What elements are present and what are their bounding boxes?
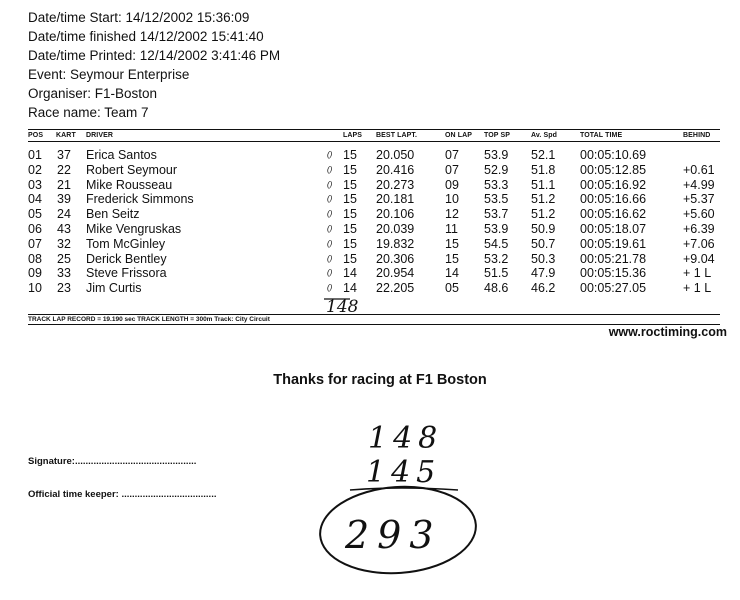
- cell-avg-speed: 52.1: [531, 148, 556, 162]
- cell-kart: 23: [57, 281, 71, 296]
- cell-driver: Ben Seitz: [86, 207, 140, 222]
- cell-pos: 09: [28, 266, 42, 281]
- cell-avg-speed: 51.1: [531, 177, 556, 192]
- date-printed: Date/time Printed: 12/14/2002 3:41:46 PM: [28, 48, 281, 63]
- cell-total-time: 00:05:19.61: [580, 236, 647, 251]
- cell-avg-speed: 50.7: [531, 236, 556, 251]
- handwritten-laps-sum: 148: [326, 297, 359, 317]
- cell-total-time: 00:05:10.69: [580, 148, 647, 162]
- cell-behind: +0.61: [683, 162, 715, 177]
- cell-mark: (): [327, 253, 333, 263]
- cell-best-lap: 20.954: [376, 266, 415, 281]
- cell-pos: 02: [28, 162, 42, 177]
- cell-pos: 08: [28, 251, 42, 266]
- cell-best-lap: 20.306: [376, 251, 415, 266]
- cell-avg-speed: 50.3: [531, 251, 556, 266]
- cell-driver: Jim Curtis: [86, 281, 142, 296]
- cell-behind: +4.99: [683, 177, 715, 192]
- signature-line: Signature:..............................................: [28, 456, 197, 467]
- cell-top-speed: 53.2: [484, 251, 509, 266]
- cell-laps: 15: [343, 236, 357, 251]
- cell-pos: 07: [28, 236, 42, 251]
- cell-mark: (): [327, 164, 333, 174]
- cell-mark: (): [327, 209, 333, 219]
- cell-top-speed: 51.5: [484, 266, 509, 281]
- cell-kart: 24: [57, 207, 71, 222]
- cell-avg-speed: 51.2: [531, 192, 556, 207]
- cell-kart: 39: [57, 192, 71, 207]
- cell-driver: Steve Frissora: [86, 266, 167, 281]
- cell-avg-speed: 46.2: [531, 281, 556, 296]
- cell-best-lap: 19.832: [376, 236, 415, 251]
- col-best-lap: BEST LAPT.: [376, 132, 418, 139]
- cell-kart: 32: [57, 236, 71, 251]
- cell-avg-speed: 51.8: [531, 162, 556, 177]
- cell-total-time: 00:05:12.85: [580, 162, 647, 177]
- cell-best-lap: 20.039: [376, 221, 415, 236]
- cell-kart: 21: [57, 177, 71, 192]
- col-top-sp: TOP SP: [484, 132, 511, 139]
- cell-top-speed: 48.6: [484, 281, 509, 296]
- cell-top-speed: 54.5: [484, 236, 509, 251]
- timekeeper-line: Official time keeper: ....................................: [28, 489, 217, 500]
- cell-top-speed: 53.9: [484, 221, 509, 236]
- cell-behind: +7.06: [683, 236, 715, 251]
- cell-avg-speed: 50.9: [531, 221, 556, 236]
- cell-on-lap: 11: [445, 221, 458, 236]
- handwritten-total: 293: [345, 513, 442, 557]
- cell-pos: 06: [28, 221, 42, 236]
- cell-total-time: 00:05:21.78: [580, 251, 647, 266]
- cell-kart: 25: [57, 251, 71, 266]
- cell-laps: 15: [343, 221, 357, 236]
- cell-laps: 15: [343, 177, 357, 192]
- col-pos: POS: [28, 132, 44, 139]
- date-start: Date/time Start: 14/12/2002 15:36:09: [28, 10, 250, 25]
- cell-best-lap: 20.050: [376, 148, 415, 162]
- event-name: Event: Seymour Enterprise: [28, 67, 190, 82]
- cell-mark: (): [327, 283, 333, 293]
- cell-laps: 15: [343, 251, 357, 266]
- race-name: Race name: Team 7: [28, 105, 149, 120]
- organiser: Organiser: F1-Boston: [28, 86, 158, 101]
- cell-total-time: 00:05:16.62: [580, 207, 647, 222]
- cell-mark: (): [327, 179, 333, 189]
- date-finished: Date/time finished 14/12/2002 15:41:40: [28, 29, 264, 44]
- cell-top-speed: 53.9: [484, 148, 509, 162]
- cell-on-lap: 15: [445, 251, 459, 266]
- cell-pos: 05: [28, 207, 42, 222]
- cell-kart: 37: [57, 148, 71, 162]
- cell-avg-speed: 47.9: [531, 266, 556, 281]
- cell-behind: + 1 L: [683, 281, 712, 296]
- cell-total-time: 00:05:27.05: [580, 281, 647, 296]
- handwritten-148: 148: [368, 421, 444, 456]
- cell-best-lap: 20.416: [376, 162, 415, 177]
- website: www.roctiming.com: [608, 325, 727, 339]
- cell-top-speed: 52.9: [484, 162, 509, 177]
- cell-behind: +9.04: [683, 251, 715, 266]
- cell-best-lap: 20.181: [376, 192, 415, 207]
- cell-driver: Mike Rousseau: [86, 177, 173, 192]
- handwritten-145: 145: [366, 455, 442, 490]
- cell-top-speed: 53.5: [484, 192, 509, 207]
- col-total-time: TOTAL TIME: [580, 132, 623, 139]
- cell-top-speed: 53.3: [484, 177, 509, 192]
- cell-driver: Erica Santos: [86, 148, 157, 162]
- cell-on-lap: 09: [445, 177, 459, 192]
- cell-driver: Derick Bentley: [86, 251, 167, 266]
- cell-laps: 15: [343, 148, 357, 162]
- cell-top-speed: 53.7: [484, 207, 509, 222]
- cell-mark: (): [327, 194, 333, 204]
- cell-pos: 03: [28, 177, 42, 192]
- cell-on-lap: 10: [445, 192, 459, 207]
- cell-driver: Mike Vengruskas: [86, 221, 182, 236]
- cell-behind: + 1 L: [683, 266, 712, 281]
- track-info: TRACK LAP RECORD = 19.190 sec TRACK LENGTH = 300m Track: City Circuit: [28, 316, 270, 323]
- col-on-lap: ON LAP: [445, 132, 473, 139]
- cell-total-time: 00:05:16.66: [580, 192, 647, 207]
- cell-on-lap: 07: [445, 162, 459, 177]
- cell-on-lap: 05: [445, 281, 459, 296]
- cell-pos: 10: [28, 281, 42, 296]
- cell-behind: +5.37: [683, 192, 715, 207]
- col-behind: BEHIND: [683, 132, 711, 139]
- cell-best-lap: 20.273: [376, 177, 415, 192]
- cell-best-lap: 22.205: [376, 281, 415, 296]
- cell-on-lap: 12: [445, 207, 459, 222]
- cell-on-lap: 15: [445, 236, 459, 251]
- cell-on-lap: 07: [445, 148, 459, 162]
- cell-mark: (): [327, 268, 333, 278]
- cell-laps: 14: [343, 266, 357, 281]
- cell-laps: 15: [343, 207, 357, 222]
- cell-pos: 04: [28, 192, 42, 207]
- cell-laps: 15: [343, 192, 357, 207]
- cell-total-time: 00:05:16.92: [580, 177, 647, 192]
- col-av-spd: Av. Spd: [531, 132, 557, 139]
- cell-avg-speed: 51.2: [531, 207, 556, 222]
- cell-laps: 14: [343, 281, 357, 296]
- col-driver: DRIVER: [86, 132, 114, 139]
- cell-pos: 01: [28, 148, 42, 162]
- cell-best-lap: 20.106: [376, 207, 415, 222]
- cell-driver: Frederick Simmons: [86, 192, 194, 207]
- cell-kart: 33: [57, 266, 71, 281]
- cell-mark: (): [327, 223, 333, 233]
- thanks-message: Thanks for racing at F1 Boston: [273, 372, 487, 388]
- cell-total-time: 00:05:18.07: [580, 221, 647, 236]
- cell-laps: 15: [343, 162, 357, 177]
- col-laps: LAPS: [343, 132, 363, 139]
- cell-driver: Robert Seymour: [86, 162, 178, 177]
- cell-behind: +5.60: [683, 207, 715, 222]
- cell-total-time: 00:05:15.36: [580, 266, 647, 281]
- cell-behind: +6.39: [683, 221, 715, 236]
- cell-mark: (): [327, 150, 333, 159]
- cell-on-lap: 14: [445, 266, 459, 281]
- cell-mark: (): [327, 238, 333, 248]
- cell-driver: Tom McGinley: [86, 236, 166, 251]
- col-kart: KART: [56, 132, 76, 139]
- cell-kart: 43: [57, 221, 71, 236]
- cell-kart: 22: [57, 162, 71, 177]
